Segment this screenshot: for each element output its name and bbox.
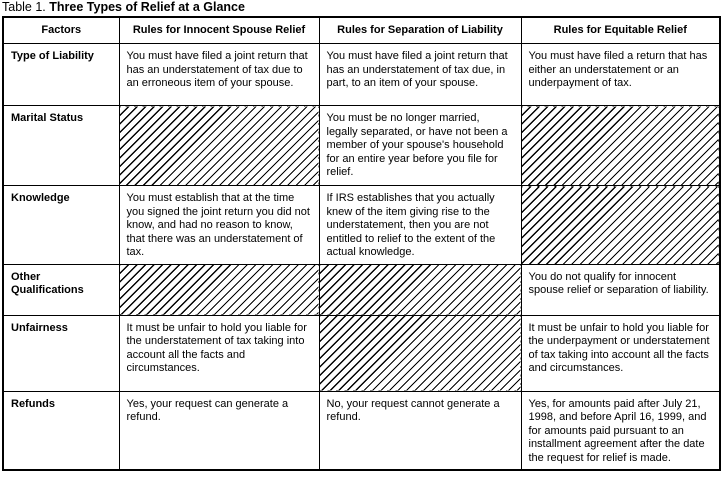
cell-innocent-spouse: Yes, your request can generate a refund. <box>119 391 319 470</box>
table-caption <box>2 0 245 15</box>
na-hatched-cell <box>521 106 720 186</box>
cell-separation-liability: No, your request cannot generate a refund. <box>319 391 521 470</box>
cell-equitable-relief: It must be unfair to hold you liable for the underpayment or understatement of tax taking into account all the facts and circumstances. <box>521 315 720 391</box>
relief-comparison-table <box>2 16 721 471</box>
cell-innocent-spouse: It must be unfair to hold you liable for the understatement of tax taking into account all the facts and circumstances. <box>119 315 319 391</box>
factor-label: Type of Liability <box>3 44 119 106</box>
na-hatched-cell <box>119 106 319 186</box>
cell-separation-liability: You must have filed a joint return that has an understatement of tax due, in part, to an item of your spouse. <box>319 44 521 106</box>
cell-separation-liability: You must be no longer married, legally separated, or have not been a member of your spouse's household for an entire year before you file for relief. <box>319 106 521 186</box>
factor-label: Unfairness <box>3 315 119 391</box>
na-hatched-cell <box>319 315 521 391</box>
cell-innocent-spouse: You must establish that at the time you signed the joint return you did not know, and had no reason to know, that there was an understatement of tax. <box>119 186 319 265</box>
header-separation-liability: Rules for Separation of Liability <box>319 17 521 44</box>
table-row-unfairness <box>3 315 720 391</box>
table-row-other-qualifications <box>3 264 720 315</box>
na-hatched-cell <box>319 264 521 315</box>
header-innocent-spouse: Rules for Innocent Spouse Relief <box>119 17 319 44</box>
na-hatched-cell <box>119 264 319 315</box>
table-caption-title: Three Types of Relief at a Glance <box>49 0 245 14</box>
header-equitable-relief: Rules for Equitable Relief <box>521 17 720 44</box>
header-factors: Factors <box>3 17 119 44</box>
cell-equitable-relief: You do not qualify for innocent spouse relief or separation of liability. <box>521 264 720 315</box>
table-row-refunds <box>3 391 720 470</box>
factor-label: Other Qualifications <box>3 264 119 315</box>
table-header-row <box>3 17 720 44</box>
table-row-marital-status <box>3 106 720 186</box>
na-hatched-cell <box>521 186 720 265</box>
factor-label: Refunds <box>3 391 119 470</box>
table-caption-number: Table 1. <box>2 0 50 14</box>
cell-equitable-relief: You must have filed a return that has either an understatement or an underpayment of tax. <box>521 44 720 106</box>
factor-label: Knowledge <box>3 186 119 265</box>
factor-label: Marital Status <box>3 106 119 186</box>
cell-separation-liability: If IRS establishes that you actually knew of the item giving rise to the understatement, then you are not entitled to relief to the extent of the actual knowledge. <box>319 186 521 265</box>
cell-equitable-relief: Yes, for amounts paid after July 21, 1998, and before April 16, 1999, and for amounts paid pursuant to an installment agreement after the date the request for relief is made. <box>521 391 720 470</box>
table-row-knowledge <box>3 186 720 265</box>
cell-innocent-spouse: You must have filed a joint return that has an understatement of tax due to an erroneous item of your spouse. <box>119 44 319 106</box>
table-row-type-of-liability <box>3 44 720 106</box>
